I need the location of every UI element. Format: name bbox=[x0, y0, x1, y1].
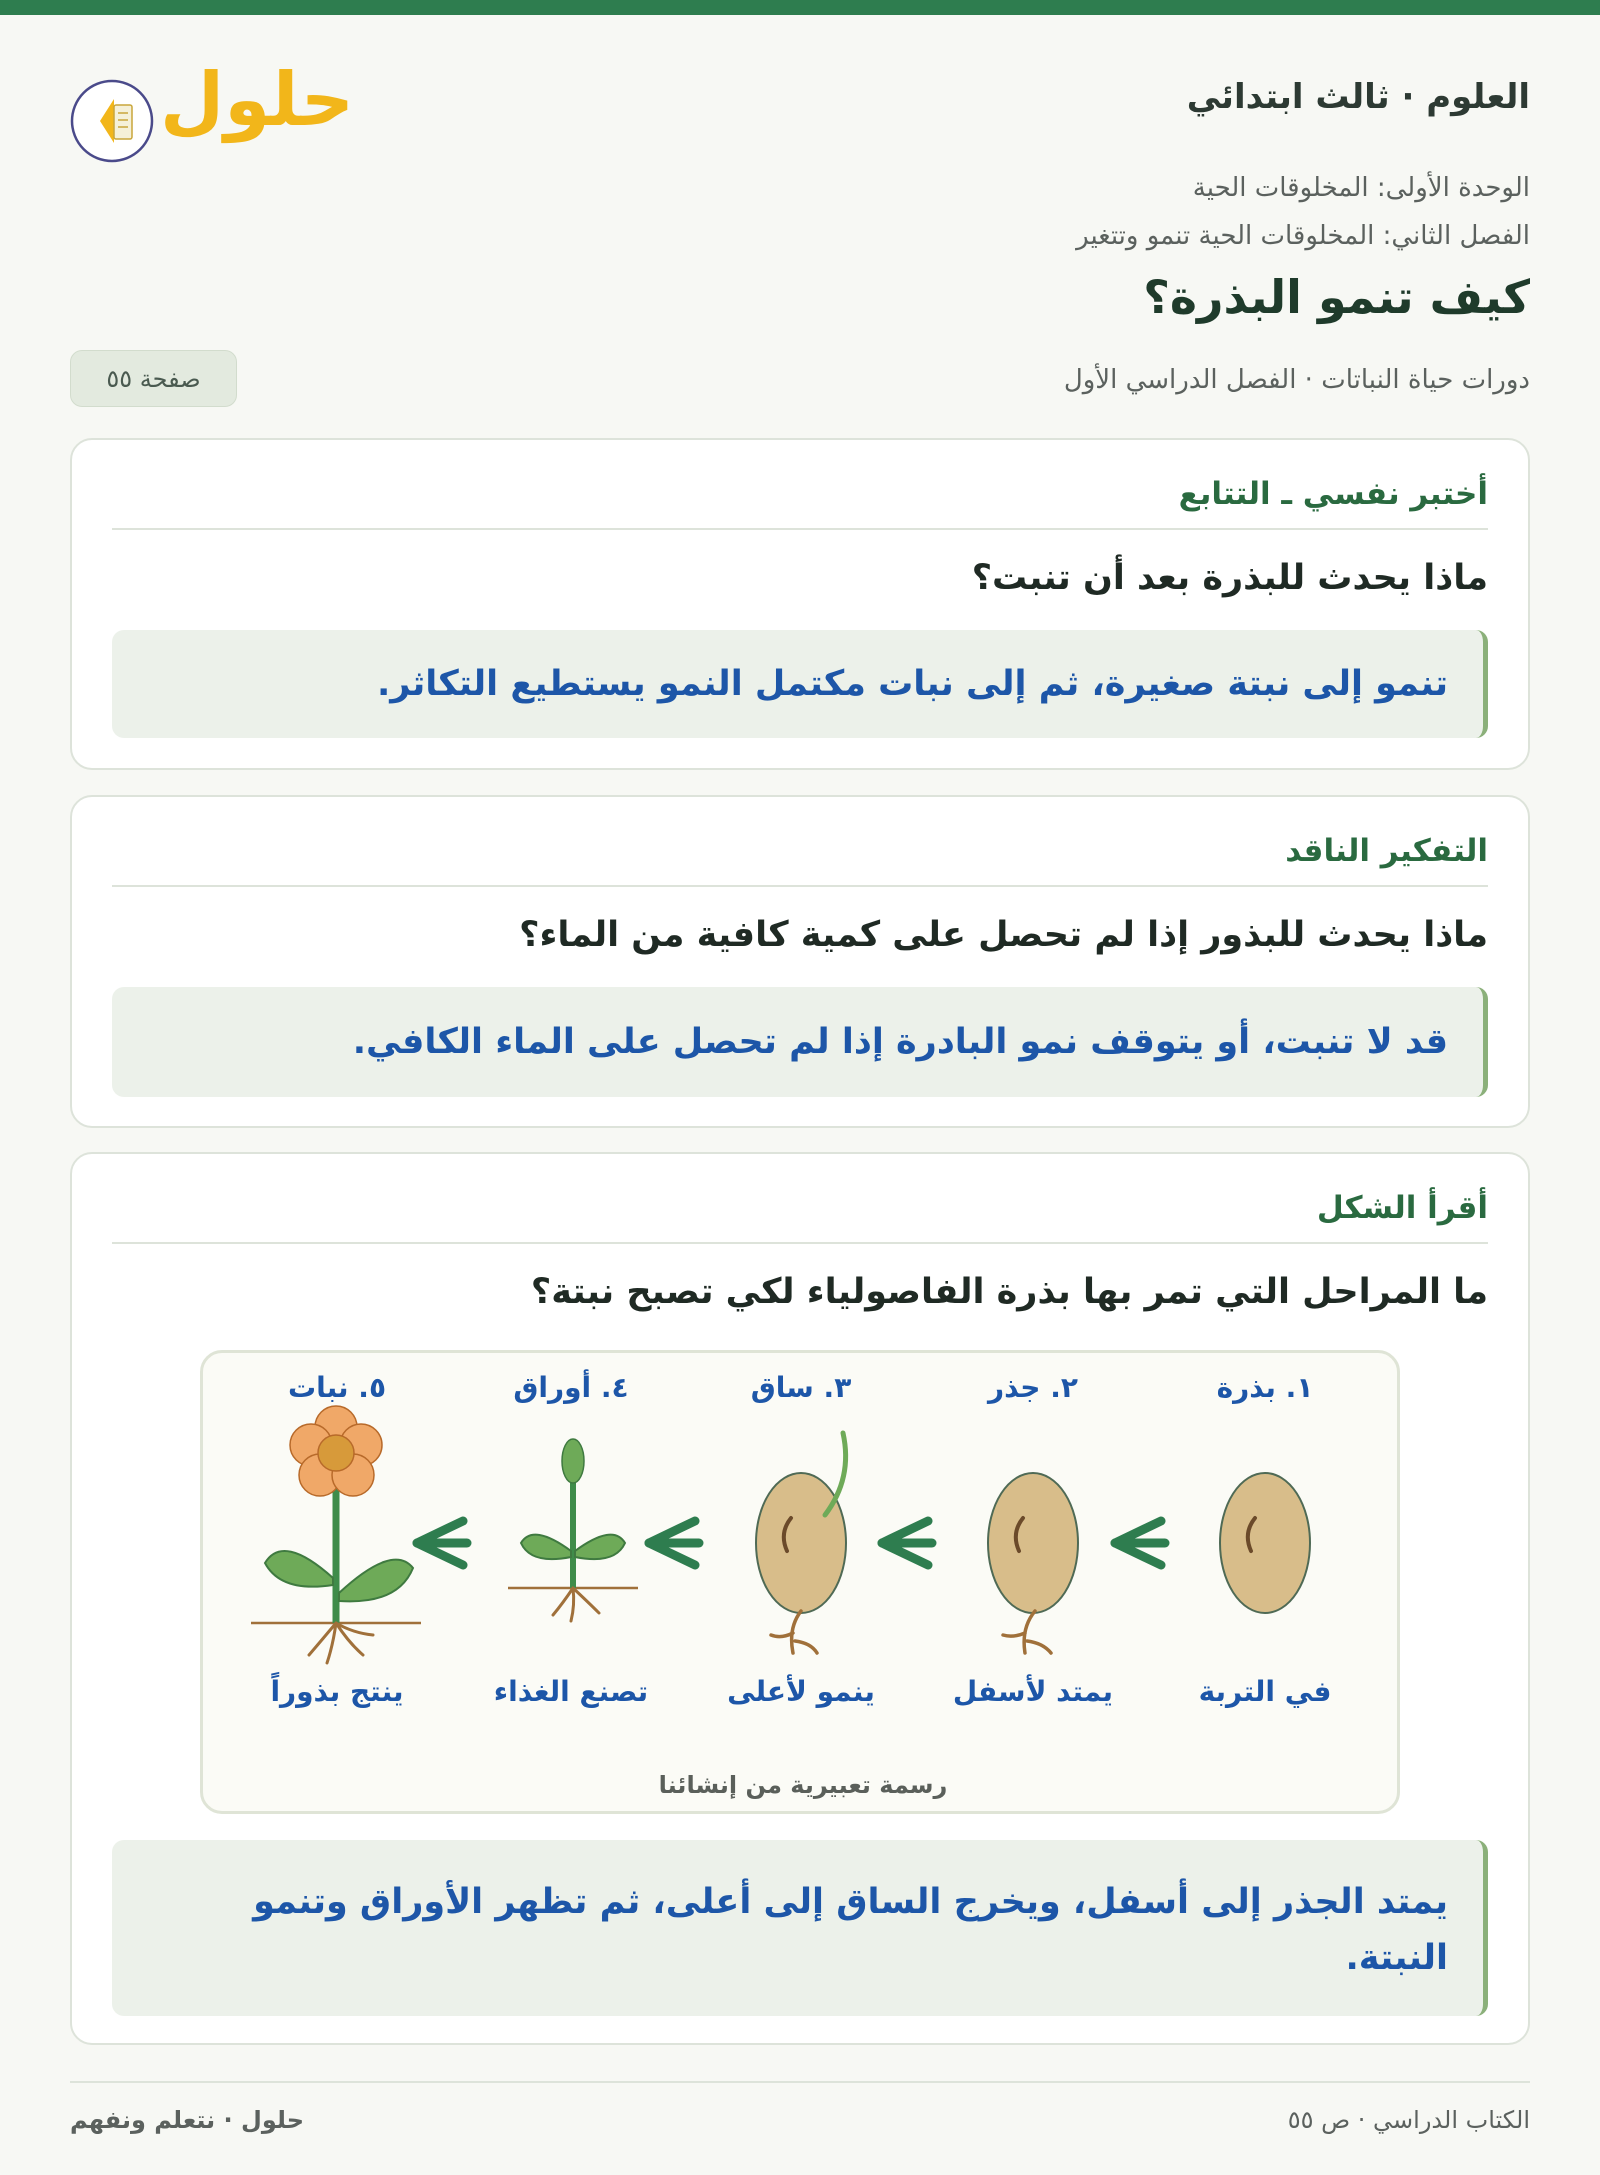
figure-caption: رسمة تعبيرية من إنشائنا bbox=[658, 1771, 948, 1799]
flower-plant-icon bbox=[251, 1406, 421, 1663]
stage-label-plant: ٥. نبات bbox=[287, 1371, 387, 1404]
card-divider bbox=[112, 1242, 1488, 1244]
arrow-icon bbox=[649, 1521, 699, 1565]
arrow-icon bbox=[1115, 1521, 1165, 1565]
question-text: ماذا يحدث للبذور إذا لم تحصل على كمية كافية من الماء؟ bbox=[519, 915, 1488, 955]
arrow-icon bbox=[417, 1521, 467, 1565]
subject-title: العلوم · ثالث ابتدائي bbox=[1186, 77, 1530, 117]
critical-thinking-card bbox=[70, 795, 1530, 1128]
seed-stem-icon bbox=[756, 1433, 846, 1653]
unit-line: الوحدة الأولى: المخلوقات الحية bbox=[1192, 173, 1530, 203]
stage-desc-plant: ينتج بذوراً bbox=[270, 1675, 404, 1708]
lesson-line: دورات حياة النباتات · الفصل الدراسي الأول bbox=[1063, 365, 1530, 395]
bean-growth-figure bbox=[200, 1350, 1400, 1814]
answer-text: تنمو إلى نبتة صغيرة، ثم إلى نبات مكتمل النمو يستطيع التكاثر. bbox=[377, 664, 1448, 704]
page-header bbox=[70, 15, 1530, 415]
stage-label-root: ٢. جذر bbox=[988, 1371, 1078, 1404]
footer-brand[interactable]: حلول · نتعلم ونفهم bbox=[70, 2106, 304, 2134]
logo-wordmark: حلول bbox=[160, 57, 355, 143]
page-title: كيف تنمو البذرة؟ bbox=[1143, 270, 1530, 324]
seed-icon bbox=[1220, 1473, 1310, 1613]
stage-desc-root: يمتد لأسفل bbox=[952, 1675, 1114, 1708]
card-heading: أقرأ الشكل bbox=[1316, 1190, 1488, 1226]
stage-desc-seed: في التربة bbox=[1198, 1675, 1332, 1708]
answer-text: قد لا تنبت، أو يتوقف نمو البادرة إذا لم تحصل على الماء الكافي. bbox=[352, 1022, 1448, 1062]
logo-book-icon bbox=[70, 77, 160, 167]
arrow-icon bbox=[882, 1521, 932, 1565]
seedling-icon bbox=[508, 1439, 638, 1621]
chapter-line: الفصل الثاني: المخلوقات الحية تنمو وتتغير bbox=[1076, 221, 1530, 251]
card-heading: التفكير الناقد bbox=[1285, 833, 1488, 869]
answer-text: يمتد الجذر إلى أسفل، ويخرج الساق إلى أعلى، ثم تظهر الأوراق وتنمو النبتة. bbox=[253, 1882, 1448, 1978]
footer-divider bbox=[70, 2081, 1530, 2083]
answer-box bbox=[112, 987, 1488, 1097]
hulul-logo[interactable] bbox=[70, 57, 355, 167]
stage-desc-stem: ينمو لأعلى bbox=[727, 1675, 875, 1708]
stage-label-leaves: ٤. أوراق bbox=[513, 1371, 629, 1404]
answer-box bbox=[112, 1840, 1488, 2016]
answer-box bbox=[112, 630, 1488, 738]
stage-label-seed: ١. بذرة bbox=[1216, 1371, 1314, 1404]
page-number-badge: صفحة ٥٥ bbox=[70, 350, 237, 407]
top-accent-bar bbox=[0, 0, 1600, 15]
stage-label-stem: ٣. ساق bbox=[750, 1371, 852, 1404]
stage-desc-leaves: تصنع الغذاء bbox=[493, 1675, 649, 1708]
seed-root-icon bbox=[988, 1473, 1078, 1653]
question-text: ما المراحل التي تمر بها بذرة الفاصولياء لكي تصبح نبتة؟ bbox=[530, 1272, 1488, 1312]
footer-book-ref: الكتاب الدراسي · ص ٥٥ bbox=[1287, 2106, 1530, 2134]
card-divider bbox=[112, 528, 1488, 530]
card-divider bbox=[112, 885, 1488, 887]
self-test-card bbox=[70, 438, 1530, 770]
growth-stages-drawing bbox=[203, 1353, 1403, 1817]
card-heading: أختبر نفسي ـ التتابع bbox=[1178, 476, 1488, 512]
question-text: ماذا يحدث للبذرة بعد أن تنبت؟ bbox=[971, 558, 1488, 598]
